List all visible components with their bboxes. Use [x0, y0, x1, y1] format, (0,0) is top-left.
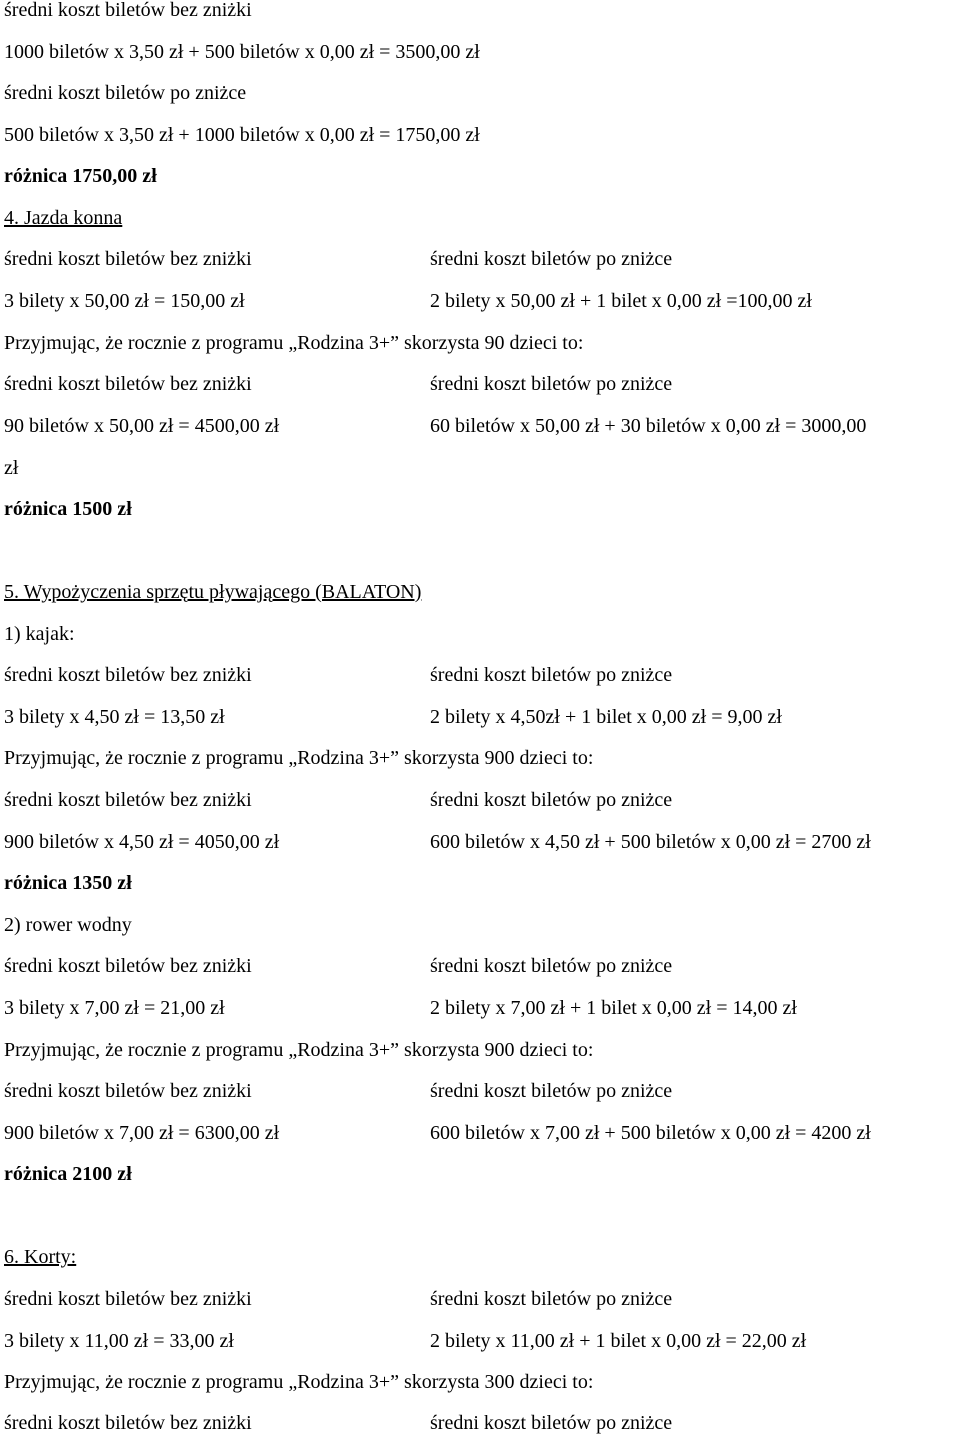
label-po-znizce: średni koszt biletów po zniżce [430, 1288, 673, 1310]
calc-po-znizce-annual: 60 biletów x 50,00 zł + 30 biletów x 0,00 zł = 3000,00 [430, 415, 867, 437]
subsection-title: 1) kajak: [4, 623, 75, 645]
label-po-znizce: średni koszt biletów po zniżce [430, 1080, 673, 1102]
calc-bez-znizki: 3 bilety x 11,00 zł = 33,00 zł [4, 1330, 234, 1352]
label-bez-znizki: średni koszt biletów bez zniżki [4, 0, 252, 21]
calc-po-znizce: 500 biletów x 3,50 zł + 1000 biletów x 0,00 zł = 1750,00 zł [4, 124, 480, 146]
calc-bez-znizki: 1000 biletów x 3,50 zł + 500 biletów x 0,00 zł = 3500,00 zł [4, 41, 480, 63]
label-po-znizce: średni koszt biletów po zniżce [430, 789, 673, 811]
label-bez-znizki: średni koszt biletów bez zniżki [4, 373, 252, 395]
difference-total: różnica 1350 zł [4, 872, 132, 894]
difference-total: różnica 1750,00 zł [4, 165, 157, 187]
calc-po-znizce-annual: 600 biletów x 7,00 zł + 500 biletów x 0,00 zł = 4200 zł [430, 1122, 871, 1144]
difference-total: różnica 1500 zł [4, 498, 132, 520]
calc-po-znizce: 2 bilety x 7,00 zł + 1 bilet x 0,00 zł = 14,00 zł [430, 997, 797, 1019]
label-po-znizce: średni koszt biletów po zniżce [430, 248, 673, 270]
assumption-text: Przyjmując, że rocznie z programu „Rodzina 3+” skorzysta 300 dzieci to: [4, 1371, 594, 1393]
label-bez-znizki: średni koszt biletów bez zniżki [4, 248, 252, 270]
calc-po-znizce-annual-wrap: zł [4, 457, 19, 479]
label-bez-znizki: średni koszt biletów bez zniżki [4, 1412, 252, 1434]
calc-bez-znizki: 3 bilety x 4,50 zł = 13,50 zł [4, 706, 225, 728]
section-heading: 6. Korty: [4, 1246, 77, 1268]
section-heading: 4. Jazda konna [4, 207, 123, 229]
assumption-text: Przyjmując, że rocznie z programu „Rodzina 3+” skorzysta 900 dzieci to: [4, 747, 594, 769]
label-po-znizce: średni koszt biletów po zniżce [430, 955, 673, 977]
calc-bez-znizki: 3 bilety x 7,00 zł = 21,00 zł [4, 997, 225, 1019]
calc-bez-znizki-annual: 90 biletów x 50,00 zł = 4500,00 zł [4, 415, 280, 437]
calc-po-znizce-annual: 600 biletów x 4,50 zł + 500 biletów x 0,00 zł = 2700 zł [430, 831, 871, 853]
calc-bez-znizki: 3 bilety x 50,00 zł = 150,00 zł [4, 290, 245, 312]
label-bez-znizki: średni koszt biletów bez zniżki [4, 1288, 252, 1310]
label-bez-znizki: średni koszt biletów bez zniżki [4, 664, 252, 686]
calc-po-znizce: 2 bilety x 4,50zł + 1 bilet x 0,00 zł = 9,00 zł [430, 706, 782, 728]
assumption-text: Przyjmując, że rocznie z programu „Rodzina 3+” skorzysta 90 dzieci to: [4, 332, 584, 354]
section-heading: 5. Wypożyczenia sprzętu pływającego (BALATON) [4, 581, 422, 603]
label-po-znizce: średni koszt biletów po zniżce [430, 1412, 673, 1434]
label-bez-znizki: średni koszt biletów bez zniżki [4, 1080, 252, 1102]
assumption-text: Przyjmując, że rocznie z programu „Rodzina 3+” skorzysta 900 dzieci to: [4, 1039, 594, 1061]
subsection-title: 2) rower wodny [4, 914, 132, 936]
label-bez-znizki: średni koszt biletów bez zniżki [4, 955, 252, 977]
label-po-znizce: średni koszt biletów po zniżce [430, 664, 673, 686]
label-po-znizce: średni koszt biletów po zniżce [4, 82, 247, 104]
calc-po-znizce: 2 bilety x 50,00 zł + 1 bilet x 0,00 zł =100,00 zł [430, 290, 812, 312]
calc-bez-znizki-annual: 900 biletów x 4,50 zł = 4050,00 zł [4, 831, 280, 853]
label-bez-znizki: średni koszt biletów bez zniżki [4, 789, 252, 811]
calc-po-znizce: 2 bilety x 11,00 zł + 1 bilet x 0,00 zł = 22,00 zł [430, 1330, 807, 1352]
difference-total: różnica 2100 zł [4, 1163, 132, 1185]
label-po-znizce: średni koszt biletów po zniżce [430, 373, 673, 395]
calc-bez-znizki-annual: 900 biletów x 7,00 zł = 6300,00 zł [4, 1122, 280, 1144]
